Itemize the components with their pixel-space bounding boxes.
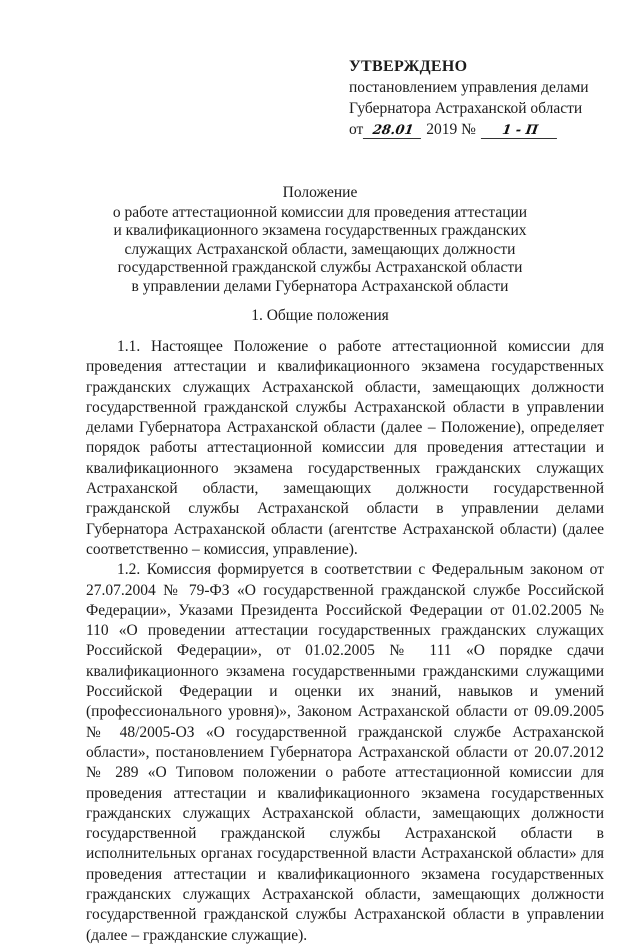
paragraph-1-2: 1.2. Комиссия формируется в соответствии с Федеральным законом от 27.07.2004 № 79-ФЗ «О государственной гражданской службе Российской Федерации», Указами Президента Российской Федерации от 01.02.2005 № 110 «О проведении аттестации государственных гражданских служащих Российской Федерации», от 01.02.2005 № 111 «О порядке сдачи квалификационного экзамена государственными гражданскими служащими Российской Федерации и оценки их знаний, навыков и умений (профессионального уровня)», Законом Астраханской области от 09.09.2005 № 48/2005-ОЗ «О государственной гражданской службе Астраханской области», постановлением Губернатора Астраханской области от 20.07.2012 № 289 «О Типовом положении о работе аттестационной комиссии для проведения аттестации и квалификационного экзамена государственных гражданских служащих Астраханской области, замещающих должности государственной гражданской службы Астраханской области в исполнительных органах государственной власти Астраханской области» для проведения аттестации и квалификационного экзамена государственных гражданских служащих Астраханской области, замещающих должности государственной гражданской службы Астраханской области в управлении (далее – гражданские служащие). bbox=[86, 561, 604, 944]
document-title bbox=[100, 184, 540, 297]
approved-heading: УТВЕРЖДЕНО bbox=[349, 58, 468, 75]
handwritten-date: 28.01 bbox=[363, 123, 423, 139]
title-line: и квалификационного экзамена государственных гражданских bbox=[113, 222, 527, 240]
section-heading: 1. Общие положения bbox=[251, 307, 389, 324]
approval-date-line bbox=[349, 119, 609, 140]
title-line: о работе аттестационной комиссии для проведения аттестации bbox=[112, 203, 528, 221]
document-body bbox=[86, 337, 604, 946]
title-line: в управлении делами Губернатора Астраханской области bbox=[131, 277, 509, 295]
title-heading: Положение bbox=[282, 184, 358, 201]
paragraph-1-1: 1.1. Настоящее Положение о работе аттестационной комиссии для проведения аттестации и квалификационного экзамена государственных гражданских служащих Астраханской области, замещающих должности государственной гражданской службы Астраханской области в управлении делами Губернатора Астраханской области (далее – Положение), определяет порядок работы аттестационной комиссии для проведения аттестации и квалификационного экзамена государственных гражданских служащих Астраханской области, замещающих должности государственной гражданской службы Астраханской области в управлении делами Губернатора Астраханской области (агентстве Астраханской области) (далее соответственно – комиссия, управление). bbox=[86, 338, 604, 558]
title-line: государственной гражданской службы Астраханской области bbox=[117, 259, 523, 277]
date-prefix: от bbox=[349, 121, 364, 138]
title-line: служащих Астраханской области, замещающих должности bbox=[124, 240, 516, 258]
approval-line-2: Губернатора Астраханской области bbox=[349, 100, 583, 117]
year-and-number-label: 2019 № bbox=[426, 121, 476, 138]
handwritten-number: 1 - П bbox=[481, 123, 559, 139]
approval-stamp-block bbox=[349, 56, 609, 140]
approval-line-1: постановлением управления делами bbox=[349, 79, 589, 96]
